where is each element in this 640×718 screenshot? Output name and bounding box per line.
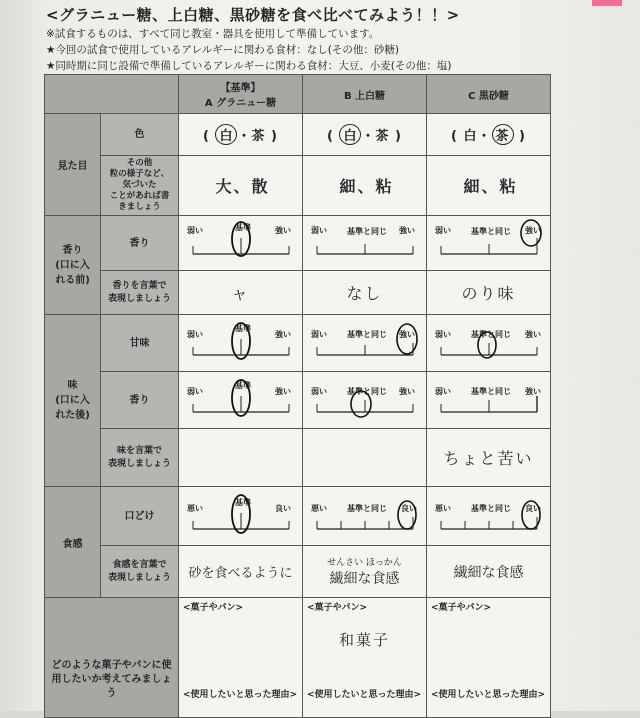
answer-a-texture-words: 砂を食べるように bbox=[179, 546, 303, 598]
answer-b-aroma-words: なし bbox=[303, 271, 427, 315]
item-color: 色 bbox=[101, 114, 179, 156]
color-choice-b: ( 白 ・茶 ) bbox=[303, 114, 427, 156]
svg-text:弱い: 弱い bbox=[187, 226, 203, 235]
answer-b-taste-words bbox=[303, 429, 427, 487]
svg-text:強い: 強い bbox=[275, 226, 291, 235]
category-usage: どのような菓子やパンに使用したいか考えてみましょう bbox=[45, 598, 179, 718]
usage-c: <菓子やパン> <使用したいと思った理由> bbox=[427, 598, 551, 718]
usage-a: <菓子やパン> <使用したいと思った理由> bbox=[179, 598, 303, 718]
svg-text:強い: 強い bbox=[275, 387, 291, 396]
scale-b-melt bbox=[303, 487, 427, 546]
comparison-table bbox=[44, 74, 551, 718]
svg-text:基準と同じ: 基準と同じ bbox=[347, 504, 387, 513]
category-taste: 味 (口に入 れた後) bbox=[45, 315, 101, 487]
svg-text:基準: 基準 bbox=[235, 324, 251, 333]
scale-c-taste-aroma bbox=[427, 372, 551, 429]
answer-b-texture-words: せんさい ほっかん 繊細な食感 bbox=[303, 546, 427, 598]
svg-text:弱い: 弱い bbox=[435, 330, 451, 339]
answer-b-other: 細、粘 bbox=[303, 156, 427, 216]
svg-text:強い: 強い bbox=[399, 387, 415, 396]
svg-text:強い: 強い bbox=[525, 330, 541, 339]
sample-b-name: B 上白糖 bbox=[343, 90, 386, 102]
item-sweet: 甘味 bbox=[101, 315, 179, 372]
scale-c-aroma bbox=[427, 216, 551, 271]
scale-c-sweet bbox=[427, 315, 551, 372]
answer-c-other: 細、粘 bbox=[427, 156, 551, 216]
texture-ruby: せんさい ほっかん bbox=[327, 558, 402, 568]
svg-text:基準と同じ: 基準と同じ bbox=[347, 387, 387, 396]
scale-b-taste-aroma bbox=[303, 372, 427, 429]
item-aroma-words: 香りを言葉で 表現しましょう bbox=[101, 271, 179, 315]
usage-b: <菓子やパン> 和菓子 <使用したいと思った理由> bbox=[303, 598, 427, 718]
svg-text:基準: 基準 bbox=[235, 381, 251, 390]
header-sample-c bbox=[427, 75, 551, 114]
svg-text:悪い: 悪い bbox=[311, 504, 327, 513]
category-appearance: 見た目 bbox=[45, 114, 101, 216]
svg-text:弱い: 弱い bbox=[435, 387, 451, 396]
svg-text:強い: 強い bbox=[275, 330, 291, 339]
header-blank bbox=[45, 75, 179, 114]
scale-a-taste-aroma bbox=[179, 372, 303, 429]
svg-text:良い: 良い bbox=[401, 504, 417, 513]
color-choice-c: ( 白・ 茶 ) bbox=[427, 114, 551, 156]
svg-text:基準: 基準 bbox=[235, 498, 251, 507]
scale-c-melt bbox=[427, 487, 551, 546]
svg-text:弱い: 弱い bbox=[187, 330, 203, 339]
svg-text:弱い: 弱い bbox=[311, 387, 327, 396]
svg-text:強い: 強い bbox=[399, 226, 415, 235]
answer-a-other: 大、散 bbox=[179, 156, 303, 216]
category-texture: 食感 bbox=[45, 487, 101, 598]
item-melt: 口どけ bbox=[101, 487, 179, 546]
svg-text:基準と同じ: 基準と同じ bbox=[471, 387, 511, 396]
sample-a-name: A グラニュー糖 bbox=[204, 98, 277, 109]
sample-c-name: C 黒砂糖 bbox=[468, 90, 509, 102]
svg-text:基準と同じ: 基準と同じ bbox=[347, 227, 387, 236]
svg-text:良い: 良い bbox=[525, 504, 541, 513]
item-taste-aroma: 香り bbox=[101, 372, 179, 429]
svg-text:基準: 基準 bbox=[235, 223, 251, 232]
note-allergy-facility: ★同時期に同じ設備で準備しているアレルギーに関わる食材：大豆、小麦(その他：塩) bbox=[46, 60, 452, 72]
svg-text:弱い: 弱い bbox=[435, 226, 451, 235]
answer-c-texture-words: 繊細な食感 bbox=[427, 546, 551, 598]
scale-a-aroma bbox=[179, 216, 303, 271]
color-choice-a: ( 白 ・茶 ) bbox=[179, 114, 303, 156]
note-utensils: ※試食するものは、すべて同じ教室・器具を使用して準備しています。 bbox=[46, 28, 380, 40]
answer-c-aroma-words: のり味 bbox=[427, 271, 551, 315]
choice-white-circled: 白 bbox=[215, 124, 237, 145]
svg-text:基準と同じ: 基準と同じ bbox=[471, 330, 511, 339]
header-sample-a bbox=[179, 75, 303, 114]
svg-text:悪い: 悪い bbox=[187, 504, 203, 513]
svg-text:基準と同じ: 基準と同じ bbox=[471, 227, 511, 236]
choice-brown-circled: 茶 bbox=[492, 124, 514, 145]
item-other: その他 粒の様子など、 気づいた ことがあれば書 きましょう bbox=[101, 156, 179, 216]
svg-text:強い: 強い bbox=[399, 330, 415, 339]
answer-a-taste-words bbox=[179, 429, 303, 487]
worksheet-title: <グラニュー糖、上白糖、黒砂糖を食べ比べてみよう！！> bbox=[46, 6, 460, 24]
note-allergy-used: ★今回の試食で使用しているアレルギーに関わる食材：なし(その他：砂糖) bbox=[46, 44, 399, 56]
header-sample-b bbox=[303, 75, 427, 114]
scale-b-sweet bbox=[303, 315, 427, 372]
scale-b-aroma bbox=[303, 216, 427, 271]
svg-text:良い: 良い bbox=[275, 504, 291, 513]
scale-a-sweet bbox=[179, 315, 303, 372]
item-texture-words: 食感を言葉で 表現しましょう bbox=[101, 546, 179, 598]
scale-a-melt bbox=[179, 487, 303, 546]
choice-white-circled: 白 bbox=[339, 124, 361, 145]
answer-a-aroma-words: ャ bbox=[179, 271, 303, 315]
item-taste-words: 味を言葉で 表現しましょう bbox=[101, 429, 179, 487]
pink-tab-decoration bbox=[592, 0, 622, 6]
answer-c-taste-words: ちょと苦い bbox=[427, 429, 551, 487]
svg-text:弱い: 弱い bbox=[311, 226, 327, 235]
category-aroma: 香り (口に入 れる前) bbox=[45, 216, 101, 315]
svg-text:基準と同じ: 基準と同じ bbox=[347, 330, 387, 339]
svg-text:強い: 強い bbox=[525, 226, 541, 235]
svg-text:悪い: 悪い bbox=[435, 504, 451, 513]
standard-tag: 【基準】 bbox=[220, 83, 261, 94]
svg-text:弱い: 弱い bbox=[187, 387, 203, 396]
svg-text:基準と同じ: 基準と同じ bbox=[471, 504, 511, 513]
item-aroma: 香り bbox=[101, 216, 179, 271]
mark-circle bbox=[397, 324, 417, 354]
svg-text:弱い: 弱い bbox=[311, 330, 327, 339]
svg-text:強い: 強い bbox=[525, 387, 541, 396]
